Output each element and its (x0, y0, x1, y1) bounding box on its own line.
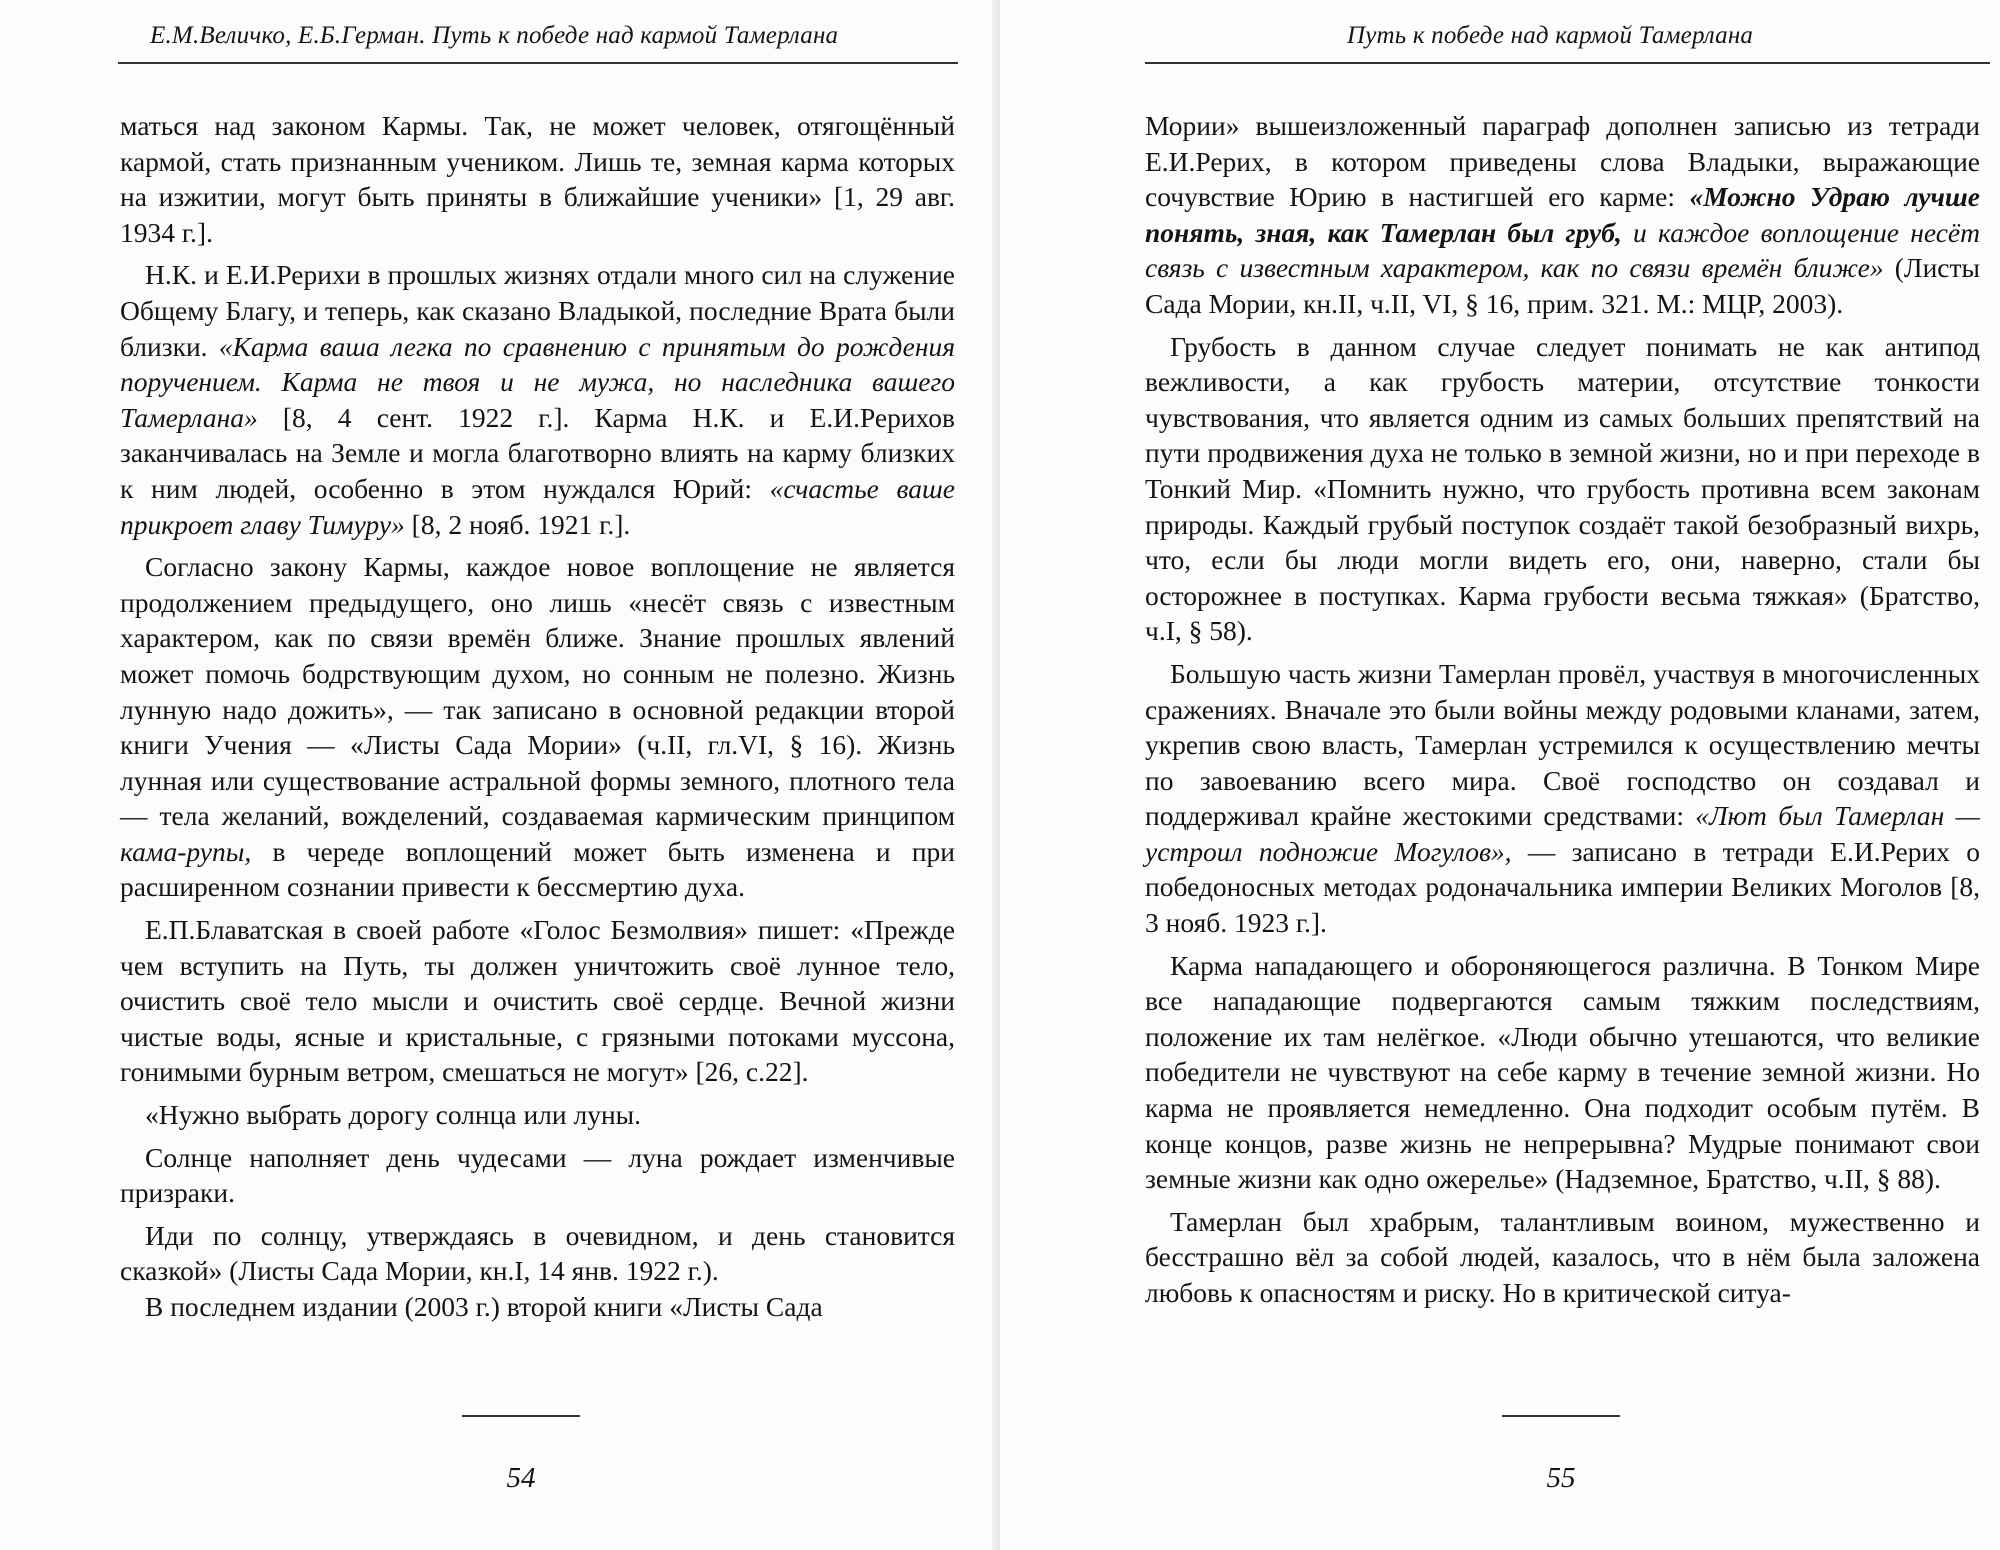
quote-italic: и каждое воплощение несёт связь с известным характером, как по связи времён ближе» (1145, 216, 1980, 284)
left-paragraph-7: Иди по солнцу, утверждаясь в очевидном, и день становится сказкой» (Листы Сада Мории, кн.I, 14 янв. 1922 г.). (120, 1219, 955, 1287)
left-text-block (120, 108, 955, 1325)
left-paragraph-6: Солнце наполняет день чудесами — луна рождает изменчивые призраки. (120, 1141, 955, 1209)
running-head-left: Е.М.Величко, Е.Б.Герман. Путь к победе над кармой Тамерлана (150, 22, 839, 49)
footer-rule-right (1502, 1415, 1620, 1417)
right-page (1000, 0, 2000, 1550)
quote-italic: «Карма ваша легка по сравнению с принятым до рождения поручением. Карма не твоя и не мужа, но наследника вашего Тамерлана» (120, 330, 955, 433)
left-paragraph-8: В последнем издании (2003 г.) второй книги «Листы Сада (145, 1291, 823, 1322)
left-paragraph-2: Н.К. и Е.И.Рерихи в прошлых жизнях отдали много сил на служение Общему Благу, и теперь, как сказано Владыкой, последние Врата были близки. «Карма ваша легка по сравнению с принятым до рождения поручением. Карма не твоя и не мужа, но наследника вашего Тамерлана» [8, 4 сент. 1922 г.]. Карма Н.К. и Е.И.Рерихов заканчивалась на Земле и могла благотворно влиять на карму близких к ним людей, особенно в этом нуждался Юрий: «счастье ваше прикроет главу Тимуру» [8, 2 нояб. 1921 г.]. (120, 259, 955, 540)
left-paragraph-1: маться над законом Кармы. Так, не может человек, отягощённый кармой, стать признанным учеником. Лишь те, земная карма которых на изжитии, могут быть приняты в ближайшие ученики» [1, 29 авг. 1934 г.]. (120, 110, 955, 248)
header-rule-right (1145, 62, 1990, 64)
quote-italic: «счастье ваше прикроет главу Тимуру» (120, 472, 955, 540)
quote-italic: «Лют был Тамерлан — устроил подножие Могулов», (1145, 800, 1980, 867)
page-number-right: 55 (1546, 1462, 1576, 1494)
header-rule-left (118, 62, 958, 64)
right-paragraph-1: Мории» вышеизложенный параграф дополнен записью из тетради Е.И.Рерих, в котором приведены слова Владыки, выражающие сочувствие Юрию в настигшей его карме: «Можно Удраю лучше понять, зная, как Тамерлан был груб, и каждое воплощение несёт связь с известным характером, как по связи времён ближе» (Листы Сада Мории, кн.II, ч.II, VI, § 16, прим. 321. М.: МЦР, 2003). (1145, 110, 1980, 319)
footer-rule-left (462, 1415, 580, 1417)
right-paragraph-5: Тамерлан был храбрым, талантливым воином, мужественно и бесстрашно вёл за собой людей, казалось, что в нём была заложена любовь к опасностям и риску. Но в критической ситуа- (1145, 1205, 1980, 1308)
right-paragraph-4: Карма нападающего и обороняющегося различна. В Тонком Мире все нападающие подвергаются самым тяжким последствиям, положение их там нелёгкое. «Люди обычно утешаются, что великие победители не чувствуют на себе карму в течение земной жизни. Но карма не проявляется немедленно. Она подходит особым путём. В конце концов, разве жизнь не непрерывна? Мудрые понимают свои земные жизни как одно ожерелье» (Надземное, Братство, ч.II, § 88). (1145, 949, 1980, 1195)
right-text-block (1145, 108, 1980, 1311)
running-head-right: Путь к победе над кармой Тамерлана (1347, 22, 1754, 49)
quote-bold-italic: «Можно Удраю лучше понять, зная, как Тамерлан был груб, (1145, 181, 1980, 248)
left-paragraph-3: Согласно закону Кармы, каждое новое воплощение не является продолжением предыдущего, оно лишь «несёт связь с известным характером, как по связи времён ближе. Знание прошлых явлений может помочь бодрствующим духом, но сонным не полезно. Жизнь лунную надо дожить», — так записано в основной редакции второй книги Учения — «Листы Сада Мории» (ч.II, гл.VI, § 16). Жизнь лунная или существование астральной формы земного, плотного тела — тела желаний, вожделений, создаваемая кармическим принципом кама-рупы, в череде воплощений может быть изменена и при расширенном сознании привести к бессмертию духа. (120, 551, 955, 903)
right-paragraph-3: Большую часть жизни Тамерлан провёл, участвуя в многочисленных сражениях. Вначале это были войны между родовыми кланами, затем, укрепив свою власть, Тамерлан устремился к осуществлению мечты по завоеванию всего мира. Своё господство он создавал и поддерживал крайне жестокими средствами: «Лют был Тамерлан — устроил подножие Могулов», — записано в тетради Е.И.Рерих о победоносных методах родоначальника империи Великих Моголов [8, 3 нояб. 1923 г.]. (1145, 657, 1980, 939)
right-paragraph-2: Грубость в данном случае следует понимать не как антипод вежливости, а как грубость материи, отсутствие тонкости чувствования, что является одним из самых больших препятствий на пути продвижения духа не только в земной жизни, но и при переходе в Тонкий Мир. «Помнить нужно, что грубость противна всем законам природы. Каждый грубый поступок создаёт такой безобразный вихрь, что, если бы люди могли видеть его, они, наверно, стали бы осторожнее в поступках. Карма грубости весьма тяжкая» (Братство, ч.I, § 58). (1145, 330, 1980, 647)
term-italic: кама-рупы, (120, 835, 252, 867)
page-number-left: 54 (506, 1462, 536, 1494)
left-paragraph-5: «Нужно выбрать дорогу солнца или луны. (145, 1099, 642, 1131)
left-paragraph-4: Е.П.Блаватская в своей работе «Голос Безмолвия» пишет: «Прежде чем вступить на Путь, ты должен уничтожить своё лунное тело, очистить своё тело мысли и очистить своё сердце. Вечной жизни чистые воды, ясные и кристальные, с грязными потоками муссона, гонимыми бурным ветром, смешаться не могут» [26, с.22]. (120, 914, 955, 1088)
